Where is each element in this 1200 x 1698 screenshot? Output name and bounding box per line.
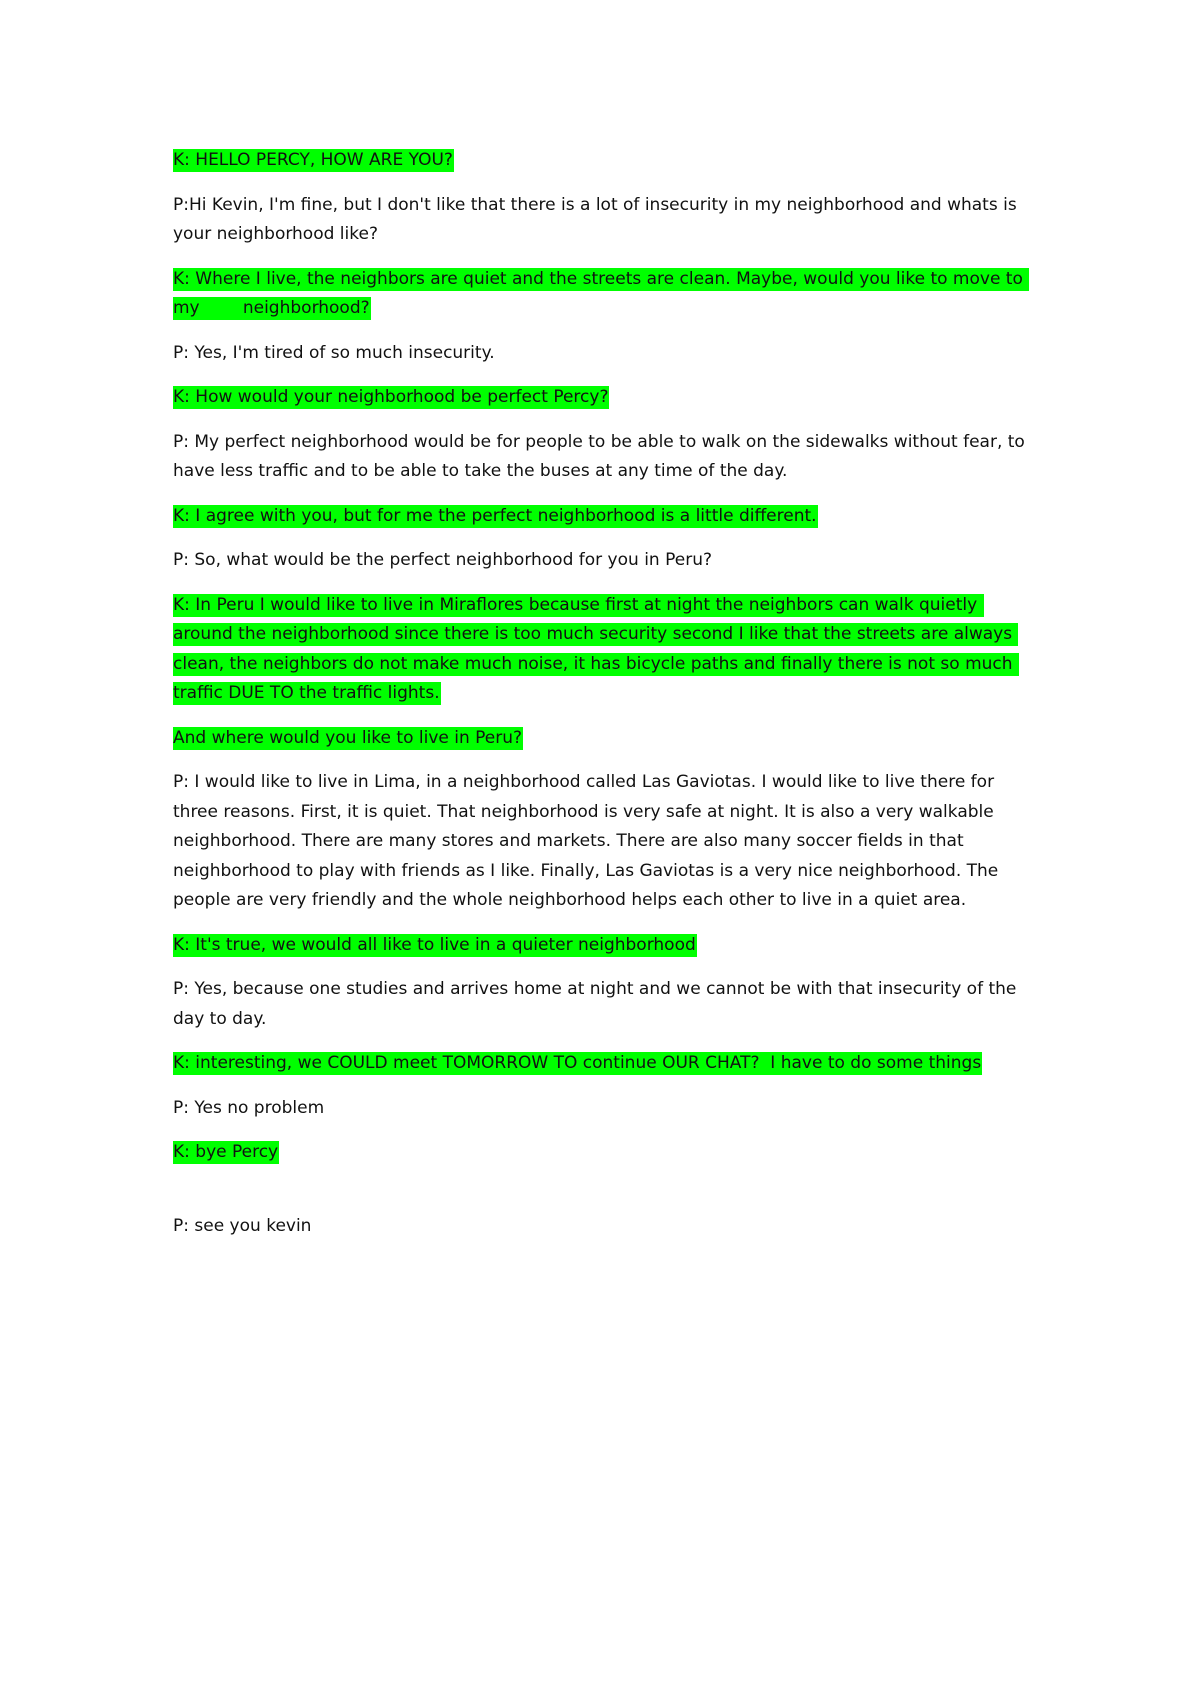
dialogue-line-percy: P: Yes, because one studies and arrives home at night and we cannot be with that insecurity of the day to day.: [173, 979, 1022, 1029]
highlighted-text: K: bye Percy: [173, 1142, 279, 1162]
highlighted-text: K: interesting, we COULD meet TOMORROW TO continue OUR CHAT? I have to do some things: [173, 1053, 982, 1073]
highlighted-text: K: In Peru I would like to live in Miraflores because first at night the neighbors can walk quietly around the neighborhood since there is too much security second I like that the streets are always clean, the neighbors do not make much noise, it has bicycle paths and finally there is not so much traffic DUE TO the traffic lights.: [173, 594, 1018, 703]
dialogue-line-percy: P: Yes, I'm tired of so much insecurity.: [173, 342, 495, 363]
highlighted-text: K: It's true, we would all like to live in a quieter neighborhood: [173, 934, 696, 955]
dialogue-line-percy: P: I would like to live in Lima, in a neighborhood called Las Gaviotas. I would like to live there for three reasons. First, it is quiet. That neighborhood is very safe at night. It is also a very walkable neighborhood. There are many stores and markets. There are also many soccer fields in that neighborhood to play with friends as I like. Finally, Las Gaviotas is a very nice neighborhood. The people are very friendly and the whole neighborhood helps each other to live in a quiet area.: [173, 772, 1004, 910]
dialogue-line-kevin: [173, 265, 1033, 324]
dialogue-line-kevin: [173, 1049, 1033, 1079]
highlighted-text: K: I agree with you, but for me the perfect neighborhood is a little different.: [173, 505, 817, 526]
dialogue-line-kevin: [173, 502, 1033, 532]
highlighted-text: And where would you like to live in Peru?: [173, 727, 523, 748]
dialogue-body: [173, 146, 1033, 1256]
dialogue-line-percy: P: see you kevin: [173, 1215, 312, 1236]
dialogue-line-percy: P:Hi Kevin, I'm fine, but I don't like that there is a lot of insecurity in my neighborhood and whats is your neighborhood like?: [173, 194, 1023, 244]
dialogue-line-kevin: [173, 591, 1033, 709]
dialogue-line-percy: P: So, what would be the perfect neighborhood for you in Peru?: [173, 550, 712, 570]
dialogue-line-kevin: [173, 383, 1033, 413]
dialogue-line-kevin: [173, 1138, 1033, 1168]
dialogue-line-kevin: [173, 724, 1033, 754]
highlighted-text: K: How would your neighborhood be perfect Percy?: [173, 387, 609, 407]
dialogue-line-kevin: [173, 931, 1033, 961]
dialogue-line-percy: P: Yes no problem: [173, 1097, 325, 1118]
highlighted-text: K: HELLO PERCY, HOW ARE YOU?: [173, 150, 453, 170]
dialogue-line-percy: P: My perfect neighborhood would be for people to be able to walk on the sidewalks without fear, to have less traffic and to be able to take the buses at any time of the day.: [173, 431, 1031, 481]
dialogue-line-kevin: [173, 146, 1033, 176]
highlighted-text: K: Where I live, the neighbors are quiet and the streets are clean. Maybe, would you like to move to my neighborhood?: [173, 268, 1029, 318]
